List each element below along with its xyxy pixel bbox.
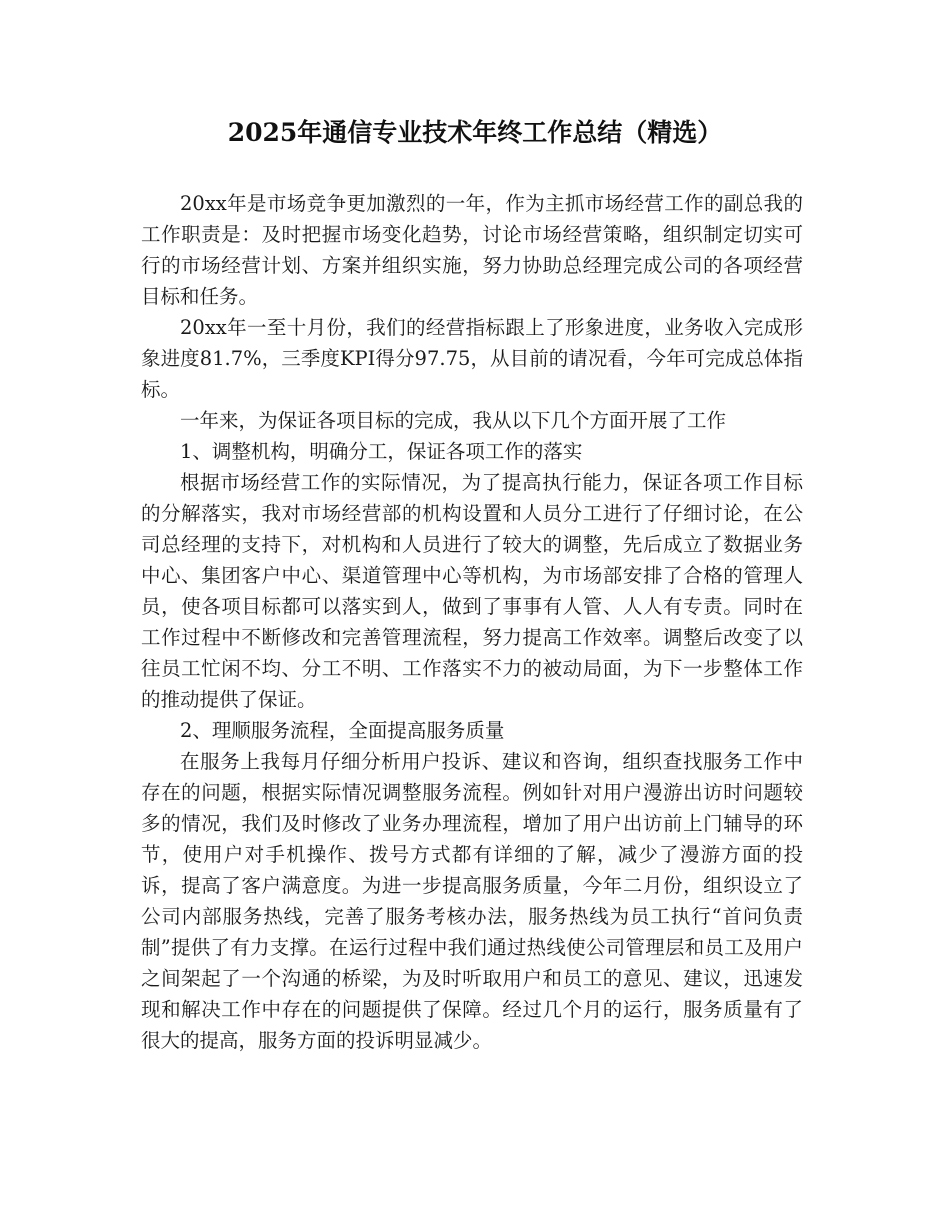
paragraph-overview: 一年来，为保证各项目标的完成，我从以下几个方面开展了工作	[180, 409, 727, 432]
paragraph-performance: 20xx年一至十月份，我们的经营指标跟上了形象进度，业务收入完成形象进度81.7%，三季度KPI得分97.75，从目前的请况看，今年可完成总体指标。	[141, 316, 803, 401]
paragraph-section-2: 在服务上我每月仔细分析用户投诉、建议和咨询，组织查找服务工作中存在的问题，根据实际情况调整服务流程。例如针对用户漫游出访时问题较多的情况，我们及时修改了业务办理流程，增加了用户出访前上门辅导的环节，使用户对手机操作、拨号方式都有详细的了解，减少了漫游方面的投诉，提高了客户满意度。为进一步提高服务质量，今年二月份，组织设立了公司内部服务热线，完善了服务考核办法，服务热线为员工执行“首问负责制”提供了有力支撑。在运行过程中我们通过热线使公司管理层和员工及用户之间架起了一个沟通的桥梁，为及时听取用户和员工的意见、建议，迅速发现和解决工作中存在的问题提供了保障。经过几个月的运行，服务质量有了很大的提高，服务方面的投诉明显减少。	[141, 750, 803, 1052]
document-title: 2025年通信专业技术年终工作总结（精选）	[227, 118, 723, 147]
section-heading-2: 2、理顺服务流程，全面提高服务质量	[180, 719, 505, 742]
document-body	[141, 188, 803, 1056]
section-heading-1: 1、调整机构，明确分工，保证各项工作的落实	[180, 440, 583, 463]
paragraph-section-1: 根据市场经营工作的实际情况，为了提高执行能力，保证各项工作目标的分解落实，我对市场经营部的机构设置和人员分工进行了仔细讨论，在公司总经理的支持下，对机构和人员进行了较大的调整，先后成立了数据业务中心、集团客户中心、渠道管理中心等机构，为市场部安排了合格的管理人员，使各项目标都可以落实到人，做到了事事有人管、人人有专责。同时在工作过程中不断修改和完善管理流程，努力提高工作效率。调整后改变了以往员工忙闲不均、分工不明、工作落实不力的被动局面，为下一步整体工作的推动提供了保证。	[141, 471, 803, 711]
paragraph-intro: 20xx年是市场竞争更加激烈的一年，作为主抓市场经营工作的副总我的工作职责是：及时把握市场变化趋势，讨论市场经营策略，组织制定切实可行的市场经营计划、方案并组织实施，努力协助总经理完成公司的各项经营目标和任务。	[141, 192, 803, 308]
